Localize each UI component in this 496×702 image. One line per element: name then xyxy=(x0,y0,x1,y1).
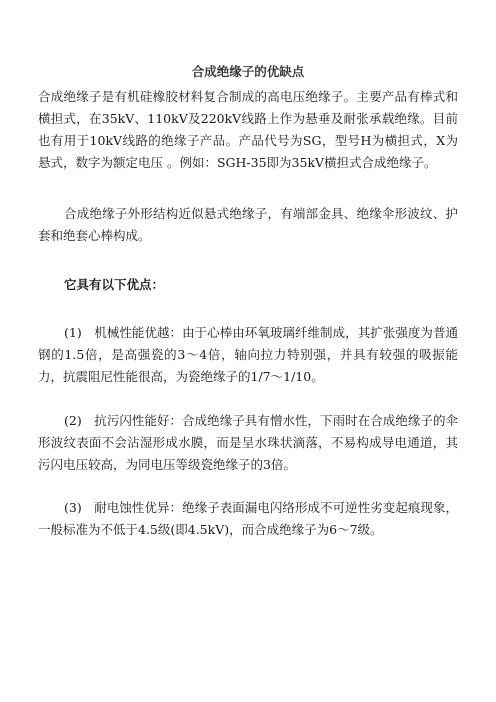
advantage-item-erosion: (3) 耐电蚀性优异：绝缘子表面漏电闪络形成不可逆性劣变起痕现象，一般标准为不低于4.5级(即4.5kV)，而合成绝缘子为6～7级。 xyxy=(38,500,458,537)
intro-paragraph: 合成绝缘子是有机硅橡胶材料复合制成的高电压绝缘子。主要产品有棒式和横担式，在35kV、110kV及220kV线路上作为悬垂及耐张承载绝缘。目前也有用于10kV线路的绝缘子产品。产品代号为SG，型号H为横担式，X为悬式，数字为额定电压 。例如：SGH-35即为35kV横担式合成绝缘子。 xyxy=(38,89,458,170)
spacer xyxy=(38,247,458,274)
document-title: 合成绝缘子的优缺点 xyxy=(191,64,305,79)
structure-paragraph: 合成绝缘子外形结构近似悬式绝缘子，有端部金具、绝缘伞形波纹、护套和绝套心棒构成。 xyxy=(38,206,458,243)
spacer xyxy=(38,296,458,322)
advantages-heading: 它具有以下优点： xyxy=(64,277,165,292)
spacer xyxy=(38,476,458,497)
advantage-item-mechanical: (1) 机械性能优越：由于心棒由环氧玻璃纤维制成，其扩张强度为普通钢的1.5倍，是高强瓷的3～4倍，轴向拉力特别强，并具有较强的吸振能力，抗震阻尼性能很高，为瓷绝缘子的1/7～1/10。 xyxy=(38,325,458,384)
spacer xyxy=(38,388,458,410)
spacer xyxy=(38,174,458,203)
advantage-item-pollution: (2) 抗污闪性能好：合成绝缘子具有憎水性，下雨时在合成绝缘子的伞形波纹表面不会沾湿形成水膜，而是呈水珠状滴落，不易构成导电通道，其污闪电压较高，为同电压等级瓷绝缘子的3倍。 xyxy=(38,413,458,472)
